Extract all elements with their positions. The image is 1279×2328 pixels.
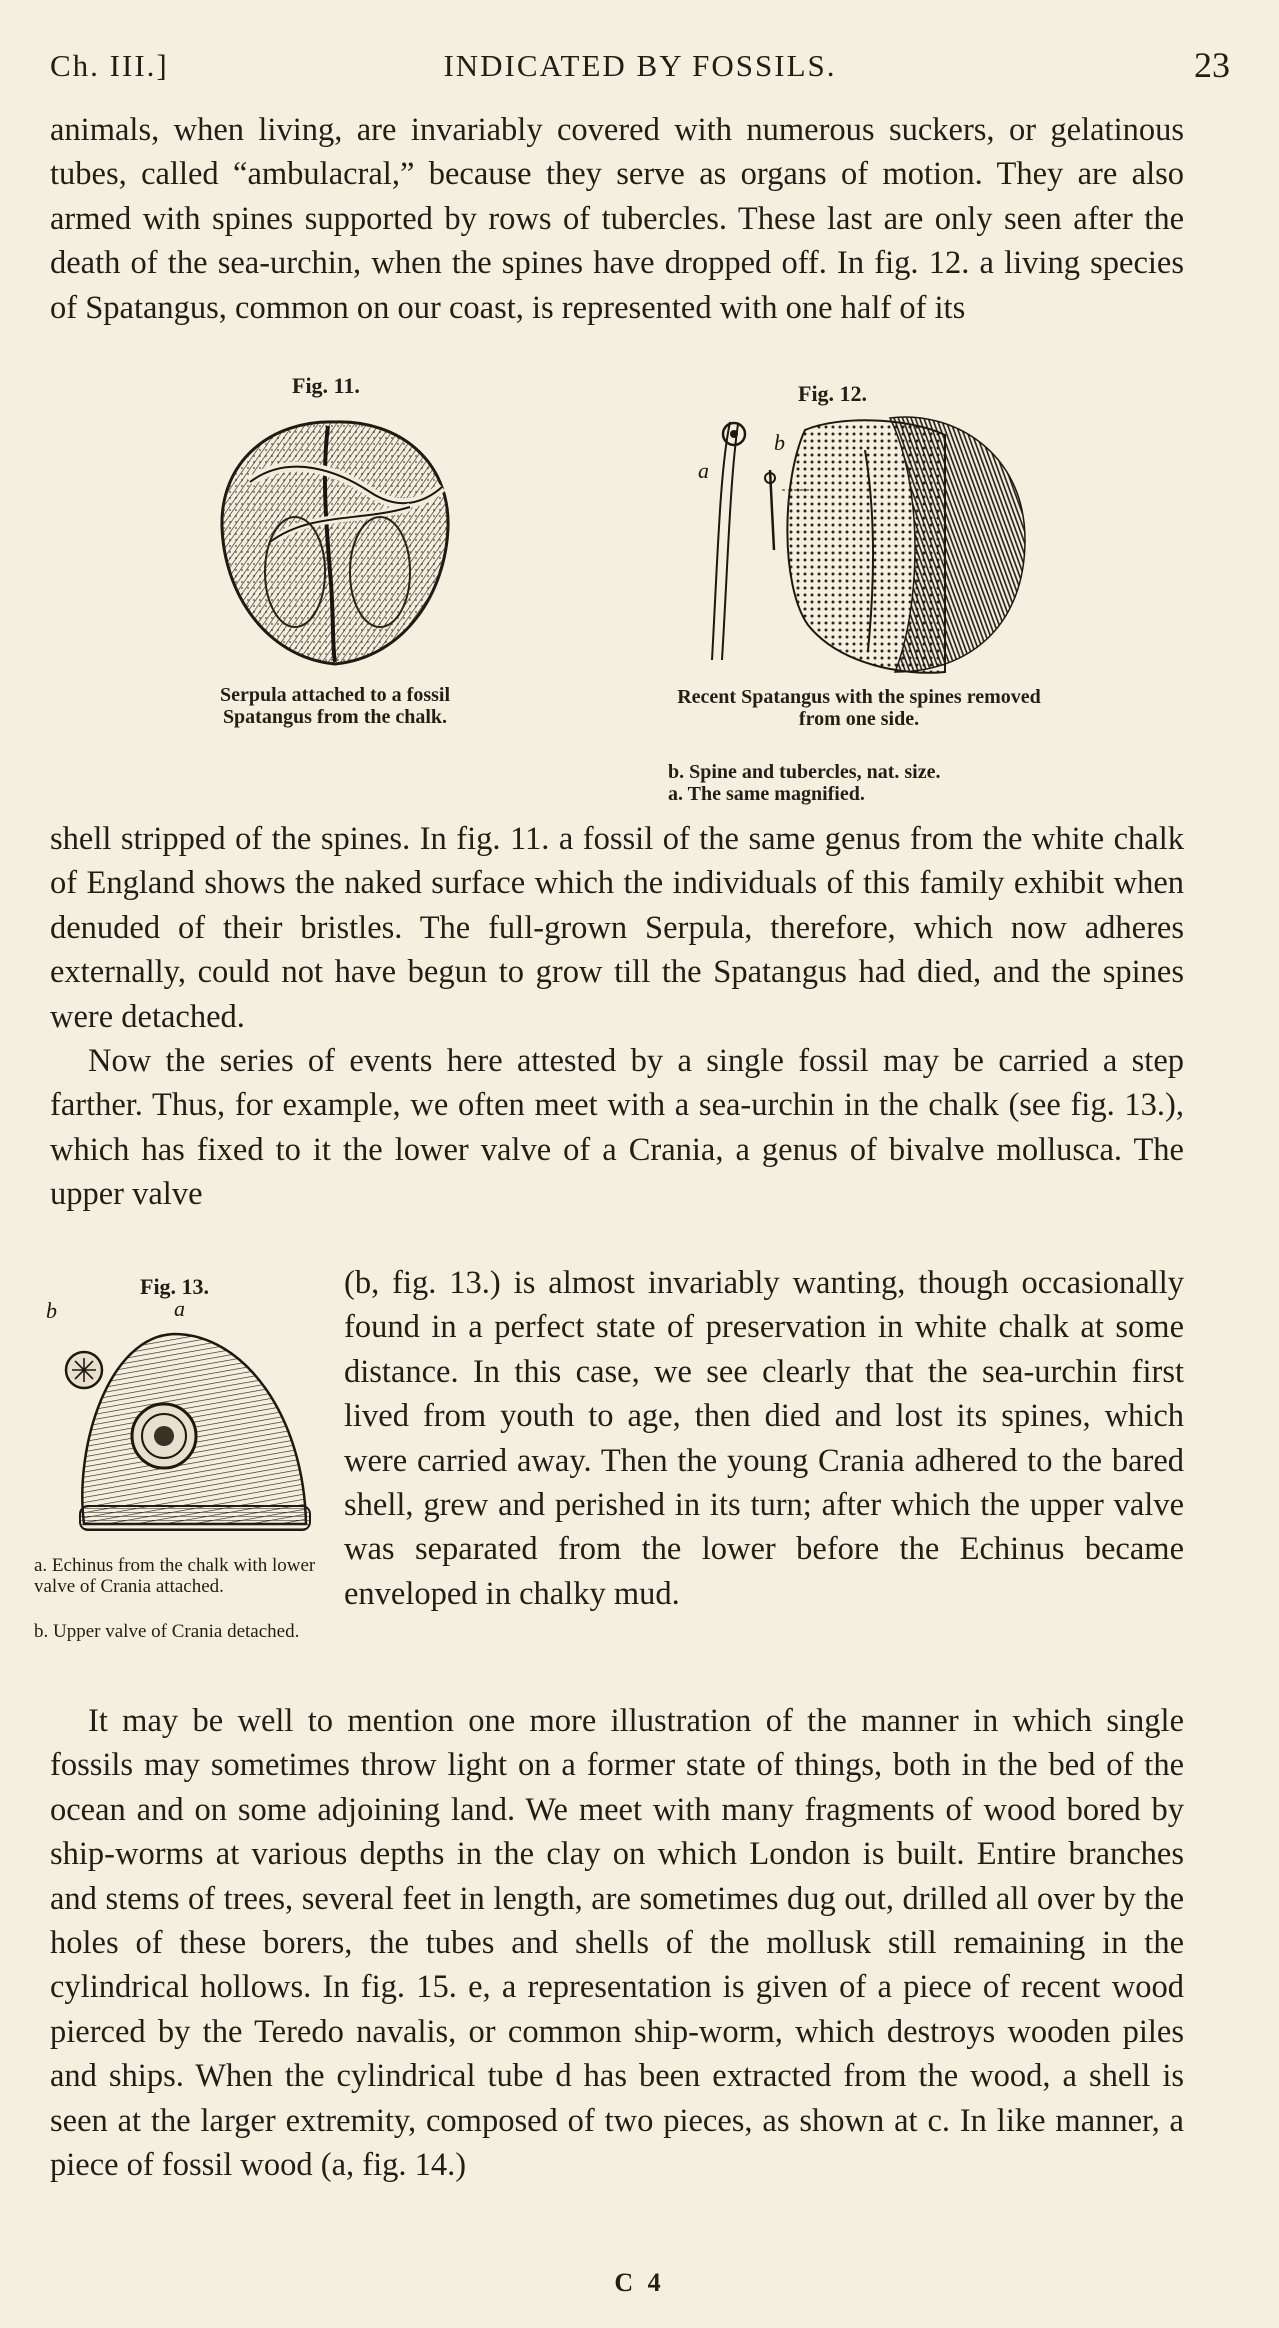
- fig-13-key-a: a. Echinus from the chalk with lower valve of Crania attached.: [34, 1555, 316, 1597]
- fig-11-label: Fig. 11.: [292, 373, 360, 398]
- page-number: 23: [1194, 45, 1230, 85]
- paragraph-2-block: [50, 817, 1184, 1217]
- fig-11-caption: Serpula attached to a fossil Spatangus from the chalk.: [220, 684, 450, 728]
- chapter-marker: Ch. III.]: [50, 48, 169, 83]
- fig-12-recent-spatangus-illustration: [690, 410, 1030, 676]
- paragraph-3-side: (b, fig. 13.) is almost invariably wanting, though occasionally found in a perfect state of preservation in white chalk at some distance. In this case, we see clearly that the sea-urchin first lived from youth to age, then died and lost its spines, which were carried away. Then the young Crania adhered to the bared shell, grew and perished in its turn; after which the upper valve was separated from the lower before the Echinus became enveloped in chalky mud.: [344, 1265, 1184, 1612]
- fig-13-marker-a: a: [174, 1296, 185, 1321]
- fig-11-fossil-spatangus-illustration: [210, 412, 460, 672]
- running-title: INDICATED BY FOSSILS.: [443, 48, 837, 83]
- fig-12-caption: Recent Spatangus with the spines removed from one side.: [677, 686, 1041, 730]
- fig-13-label: Fig. 13.: [140, 1274, 210, 1299]
- paragraph-2: shell stripped of the spines. In fig. 11. a fossil of the same genus from the white chalk of England shows the naked surface which the individuals of this family exhibit when denuded of their bristles. The full-grown Serpula, therefore, which now adheres externally, could not have begun to grow till the Spatangus had died, and the spines were detached.: [50, 821, 1184, 1035]
- fig-12-label: Fig. 12.: [798, 381, 868, 406]
- signature-mark: C 4: [614, 2268, 665, 2297]
- running-header: [50, 45, 1230, 88]
- paragraph-4: It may be well to mention one more illustration of the manner in which single fossils may sometimes throw light on a former state of things, both in the bed of the ocean and on some adjoining land. We meet with many fragments of wood bored by ship-worms at various depths in the clay on which London is built. Entire branches and stems of trees, several feet in length, are sometimes dug out, drilled all over by the holes of these borers, the tubes and shells of the mollusk still remaining in the cylindrical hollows. In fig. 15. e, a representation is given of a piece of recent wood pierced by the Teredo navalis, or common ship-worm, which destroys wooden piles and ships. When the cylindrical tube d has been extracted from the wood, a shell is seen at the larger extremity, composed of two pieces, as shown at c. In like manner, a piece of fossil wood (a, fig. 14.): [50, 1703, 1184, 2184]
- fig-13-key-b: b. Upper valve of Crania detached.: [34, 1621, 300, 1642]
- paragraph-4-block: [50, 1699, 1184, 2187]
- fig-12-key-b: b. Spine and tubercles, nat. size.: [668, 761, 941, 783]
- paragraph-3-top: Now the series of events here attested by a single fossil may be carried a step farther. Thus, for example, we often meet with a sea-urchin in the chalk (see fig. 13.), which has fixed to it the lower valve of a Crania, a genus of bivalve mollusca. The upper valve: [50, 1043, 1184, 1213]
- fig-12-key-a: a. The same magnified.: [668, 783, 865, 805]
- fig-12-marker-b: b: [774, 430, 785, 455]
- fig-12-marker-a: a: [698, 458, 709, 483]
- fig-13-marker-b: b: [46, 1298, 57, 1323]
- fig-13-echinus-crania-illustration: [44, 1296, 314, 1546]
- paragraph-1-block: [50, 108, 1184, 330]
- paragraph-1: animals, when living, are invariably covered with numerous suckers, or gelatinous tubes, called “ambulacral,” because they serve as organs of motion. They are also armed with spines supported by rows of tubercles. These last are only seen after the death of the sea-urchin, when the spines have dropped off. In fig. 12. a living species of Spatangus, common on our coast, is represented with one half of its: [50, 112, 1184, 326]
